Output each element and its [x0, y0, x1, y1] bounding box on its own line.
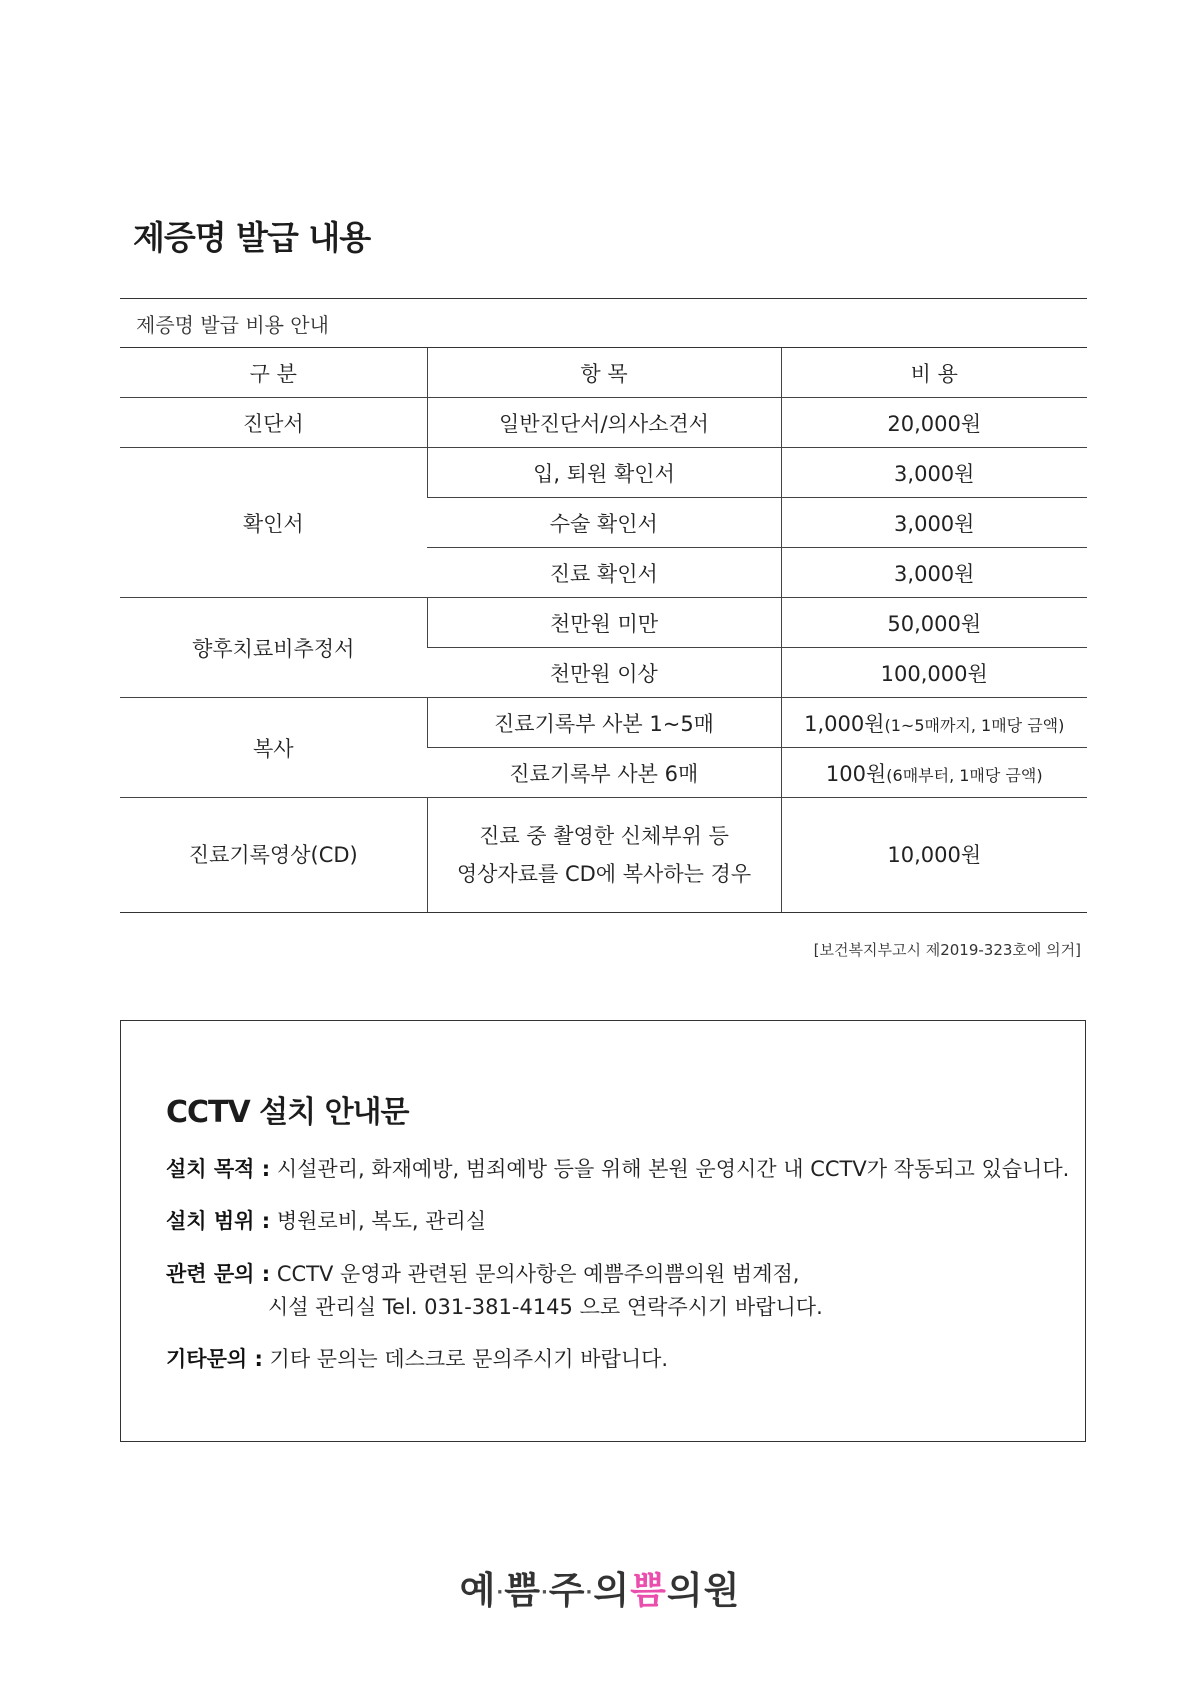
fee-table-section	[120, 298, 1087, 913]
cost-note: (1~5매까지, 1매당 금액)	[884, 715, 1065, 735]
purpose-text: 시설관리, 화재예방, 범죄예방 등을 위해 본원 운영시간 내 CCTV가 작동되고 있습니다.	[276, 1157, 1070, 1181]
header-item: 항 목	[427, 348, 781, 398]
category-cell: 확인서	[120, 448, 427, 598]
logo-part: 주	[548, 1569, 586, 1612]
cost-cell: 3,000원	[781, 548, 1087, 598]
cost-cell: 3,000원	[781, 498, 1087, 548]
cctv-scope	[166, 1205, 486, 1238]
item-cell: 천만원 이상	[427, 648, 781, 698]
logo-part: 의원	[666, 1569, 741, 1612]
cost-value: 100원	[825, 761, 887, 786]
item-cell: 진료기록부 사본 1~5매	[427, 698, 781, 748]
table-row	[120, 598, 1087, 648]
item-cell: 입, 퇴원 확인서	[427, 448, 781, 498]
table-header-row	[120, 348, 1087, 398]
cost-cell: 3,000원	[781, 448, 1087, 498]
item-cell	[427, 798, 781, 913]
header-cost: 비 용	[781, 348, 1087, 398]
item-cell: 천만원 미만	[427, 598, 781, 648]
logo-part: 쁨	[504, 1569, 541, 1612]
clinic-logo	[0, 1560, 1200, 1614]
cost-cell: 20,000원	[781, 398, 1087, 448]
cost-cell: 10,000원	[781, 798, 1087, 913]
logo-dot: ·	[540, 1582, 549, 1603]
logo-part: 예	[459, 1569, 497, 1612]
fee-table	[120, 348, 1087, 913]
category-cell: 복사	[120, 698, 427, 798]
item-cell: 수술 확인서	[427, 498, 781, 548]
logo-part: 의	[593, 1569, 631, 1612]
cost-note: (6매부터, 1매당 금액)	[886, 765, 1043, 785]
item-cell: 진료 확인서	[427, 548, 781, 598]
table-row	[120, 798, 1087, 913]
table-row	[120, 698, 1087, 748]
table-row	[120, 448, 1087, 498]
item-line-1: 진료 중 촬영한 신체부위 등	[479, 824, 729, 848]
scope-text: 병원로비, 복도, 관리실	[276, 1209, 487, 1233]
item-cell: 진료기록부 사본 6매	[427, 748, 781, 798]
contact-text-line2: 시설 관리실 Tel. 031-381-4145 으로 연락주시기 바랍니다.	[268, 1295, 823, 1319]
cctv-other	[166, 1343, 668, 1376]
contact-text-line1: CCTV 운영과 관련된 문의사항은 예쁨주의쁨의원 범계점,	[276, 1262, 800, 1286]
scope-label: 설치 범위 :	[166, 1209, 271, 1233]
page-title: 제증명 발급 내용	[133, 218, 371, 257]
cost-cell	[781, 698, 1087, 748]
logo-highlight: 쁨	[630, 1569, 667, 1612]
header-category: 구 분	[120, 348, 427, 398]
cctv-notice-box	[120, 1020, 1086, 1442]
item-line-2: 영상자료를 CD에 복사하는 경우	[456, 862, 752, 886]
source-note: [보건복지부고시 제2019-323호에 의거]	[813, 941, 1081, 959]
cost-value: 1,000원	[804, 711, 885, 736]
item-cell: 일반진단서/의사소견서	[427, 398, 781, 448]
logo-dot: ·	[496, 1582, 505, 1603]
contact-label: 관련 문의 :	[166, 1262, 271, 1286]
cctv-purpose	[166, 1153, 1069, 1186]
cost-cell	[781, 748, 1087, 798]
category-cell: 향후치료비추정서	[120, 598, 427, 698]
table-row	[120, 398, 1087, 448]
logo-dot: ·	[585, 1582, 594, 1603]
category-cell: 진단서	[120, 398, 427, 448]
fee-table-caption: 제증명 발급 비용 안내	[120, 298, 1087, 348]
other-label: 기타문의 :	[166, 1347, 263, 1371]
cctv-title: CCTV 설치 안내문	[166, 1095, 409, 1130]
other-text: 기타 문의는 데스크로 문의주시기 바랍니다.	[269, 1347, 669, 1371]
purpose-label: 설치 목적 :	[166, 1157, 271, 1181]
cost-cell: 50,000원	[781, 598, 1087, 648]
cost-cell: 100,000원	[781, 648, 1087, 698]
category-cell: 진료기록영상(CD)	[120, 798, 427, 913]
cctv-contact	[166, 1258, 823, 1324]
